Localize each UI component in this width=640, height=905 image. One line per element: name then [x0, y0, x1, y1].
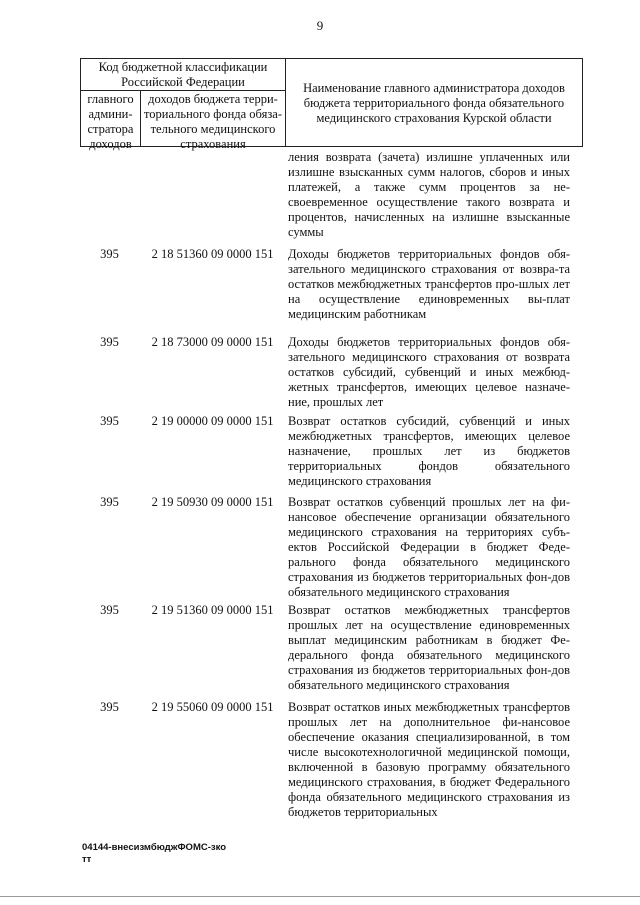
row-description: Возврат остатков иных межбюджетных трансфертов прошлых лет на дополнительное фи-нансовое обеспечение оказания специализированной, в том числе высокотехнологичной медицинской помощи, включенной в базовую программу обязательного медицинского страхования, в бюджет Федерального фонда обязательного медицинского страхования из бюджетов территориальных: [288, 700, 570, 819]
header-admin-column: главного админи-стратора доходов: [87, 92, 134, 151]
row-admin-code: 395: [100, 495, 119, 509]
header-code-group: Код бюджетной классификации Российской Федерации: [98, 60, 268, 89]
row-description: Доходы бюджетов территориальных фондов обя-зательного медицинского страхования от возвра-та остатков межбюджетных трансфертов про-шлых лет на осуществление единовременных вы-плат медицинским работникам: [288, 247, 570, 321]
header-name-column: Наименование главного администратора доходов бюджета территориального фонда обязательного медицинского страхования Курской области: [303, 81, 565, 125]
row-description: Возврат остатков субвенций прошлых лет на фи-нансовое обеспечение организации обязательного медицинского страхования на территориях субъ-ектов Российской Федерации в бюджет Феде-рального фонда обязательного медицинского страхования из бюджетов территориальных фон-дов обязательного медицинского страхования: [288, 495, 570, 599]
header-divider: [81, 90, 285, 91]
footer-doc-code-2: тт: [82, 854, 92, 865]
header-income-column: доходов бюджета терри-ториального фонда обяза-тельного медицинского страхования: [144, 92, 282, 151]
continued-description: ления возврата (зачета) излишне уплаченных или излишне взысканных сумм налогов, сборов и иных платежей, а также сумм процентов за не-своевременное осуществление такого возврата и процентов, начисленных на излишне взысканные суммы: [288, 150, 570, 239]
row-description: Доходы бюджетов территориальных фондов обя-зательного медицинского страхования от возврата остатков субсидий, субвенций и иных межбюд-жетных трансфертов, имеющих целевое назначе-ние, прошлых лет: [288, 335, 570, 409]
document-footer: [82, 842, 226, 866]
row-description: Возврат остатков субсидий, субвенций и иных межбюджетных трансфертов, имеющих целевое назначение, прошлых лет из бюджетов территориальных фондов обязательного медицинского страхования: [288, 414, 570, 488]
row-admin-code: 395: [100, 414, 119, 428]
row-budget-code: 2 19 51360 09 0000 151: [151, 603, 274, 617]
page-edge-line: [0, 896, 640, 897]
row-budget-code: 2 19 50930 09 0000 151: [151, 495, 274, 509]
page-number: 9: [316, 18, 324, 33]
row-budget-code: 2 19 55060 09 0000 151: [151, 700, 274, 714]
row-budget-code: 2 19 00000 09 0000 151: [151, 414, 274, 428]
row-description: Возврат остатков межбюджетных трансфертов прошлых лет на осуществление единовременных выплат медицинским работникам в бюджет Фе-дерального фонда обязательного медицинского страхования из бюджетов территориальных фон-дов обязательного медицинского страхования: [288, 603, 570, 692]
row-admin-code: 395: [100, 700, 119, 714]
row-admin-code: 395: [100, 603, 119, 617]
row-budget-code: 2 18 51360 09 0000 151: [151, 247, 274, 261]
row-admin-code: 395: [100, 335, 119, 349]
row-budget-code: 2 18 73000 09 0000 151: [151, 335, 274, 349]
row-admin-code: 395: [100, 247, 119, 261]
table-header: [80, 58, 583, 151]
footer-doc-code: 04144-внесизмбюджФОМС-зко: [82, 842, 227, 853]
